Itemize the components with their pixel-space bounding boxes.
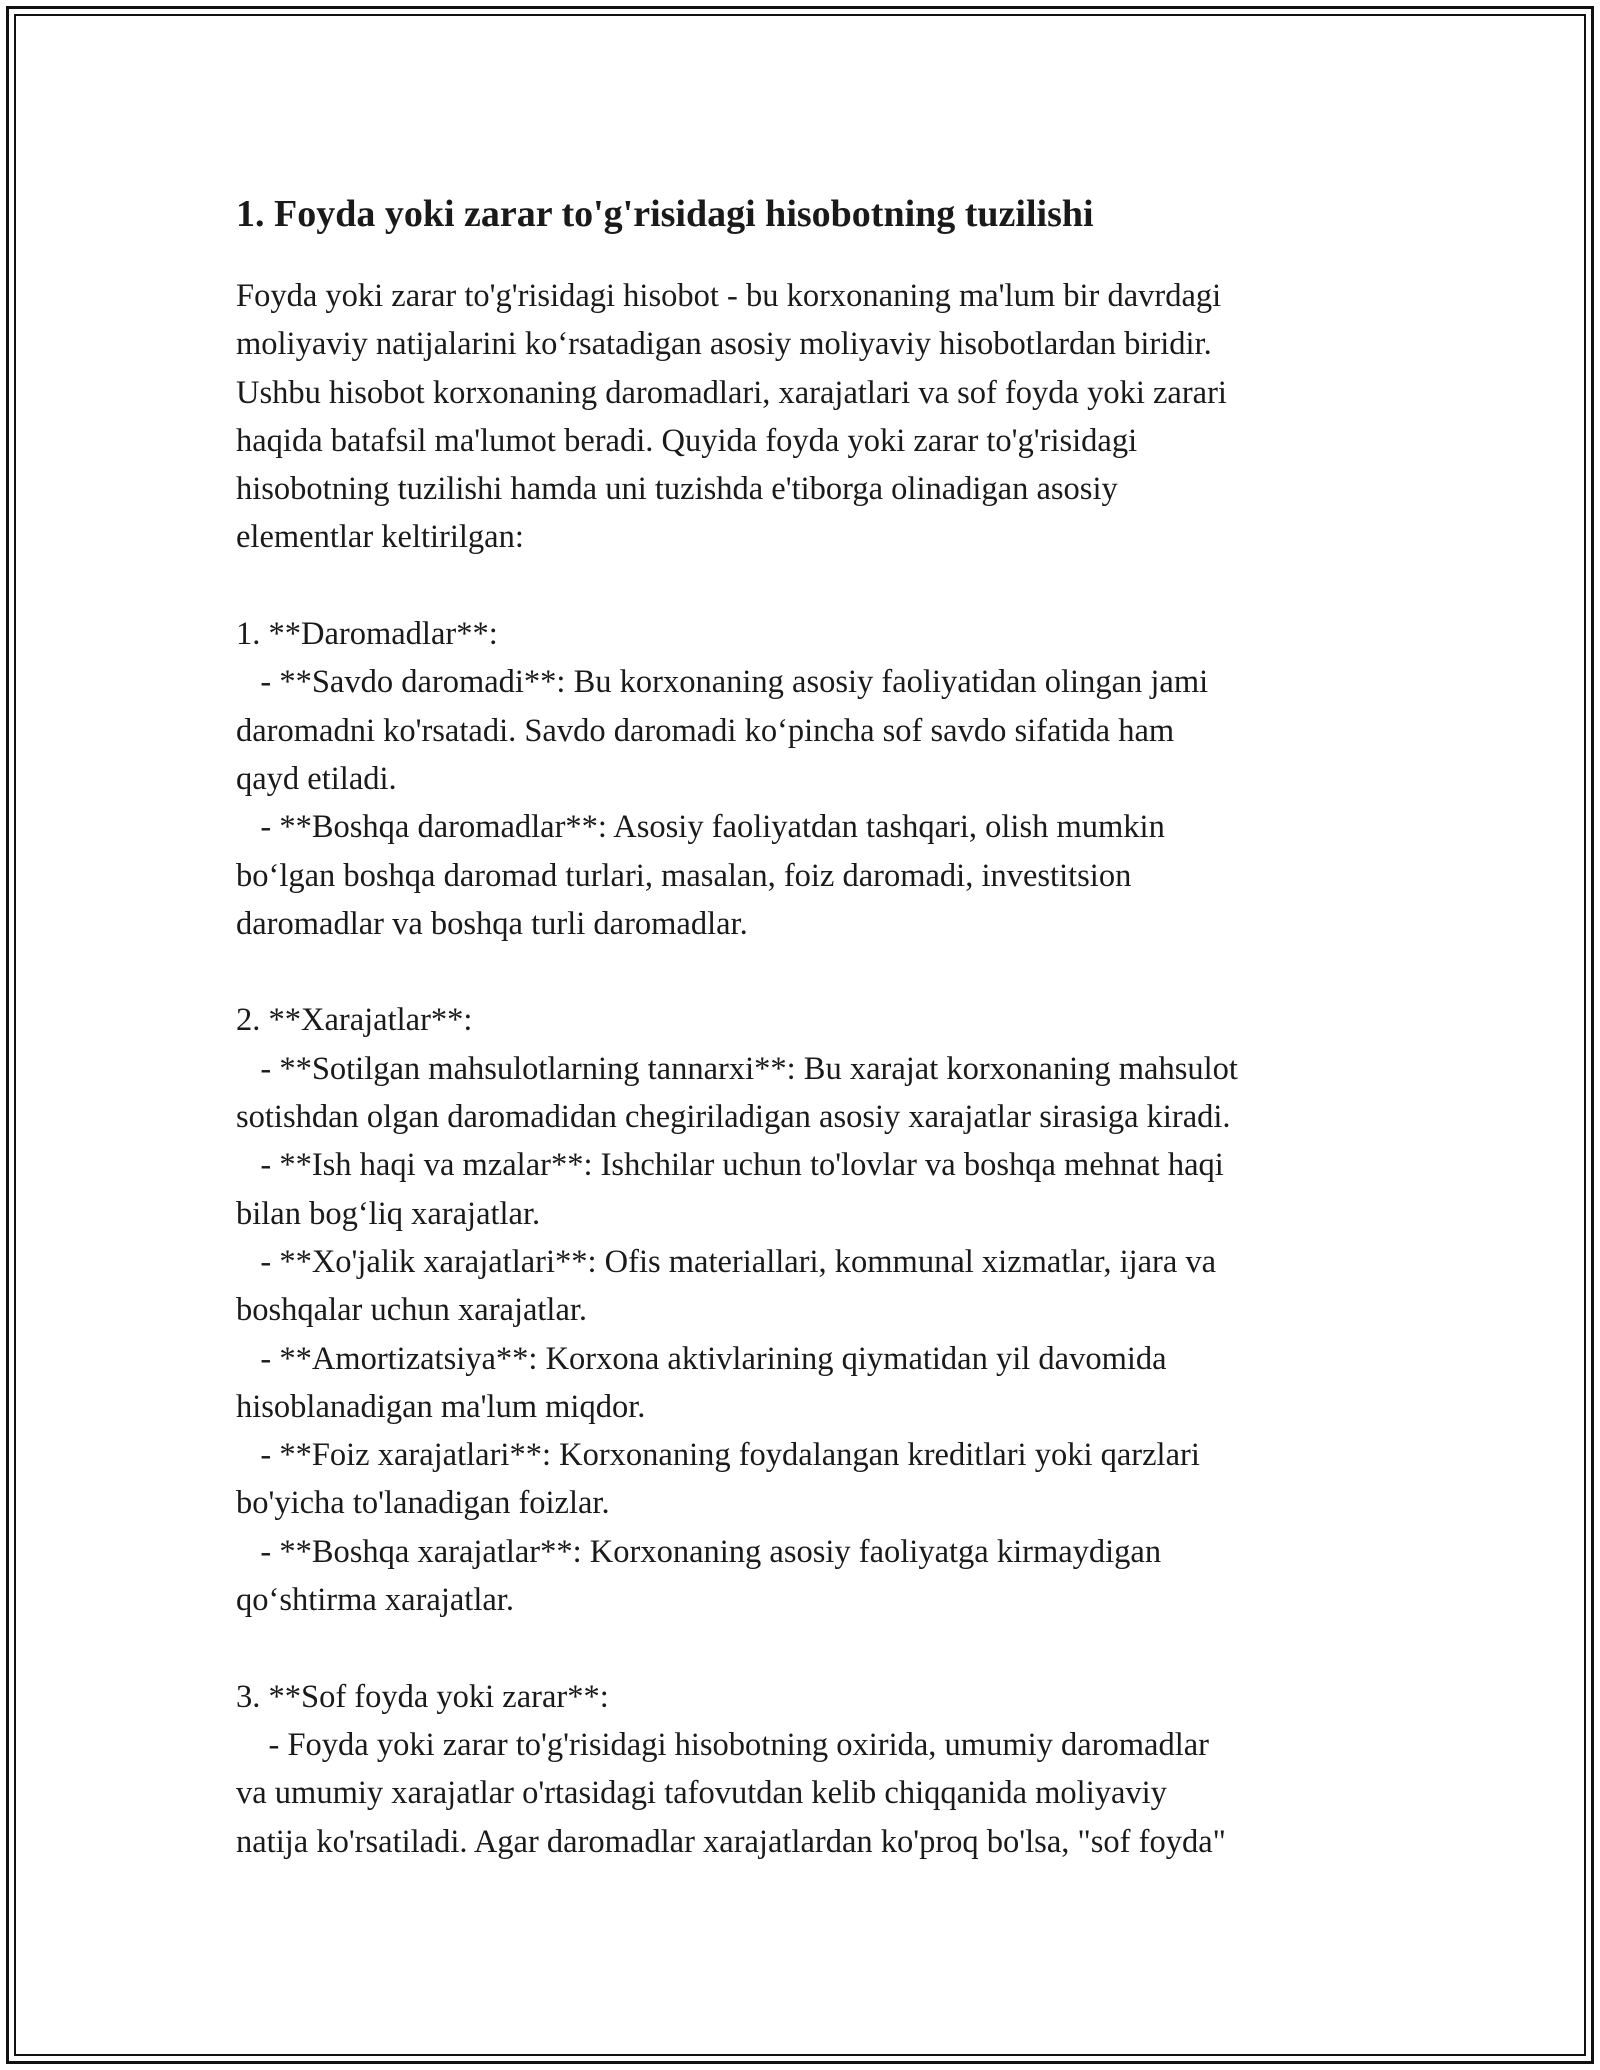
document-body: [236, 186, 1386, 1866]
list-item-line: - Foyda yoki zarar to'g'risidagi hisobotning oxirida, umumiy daromadlar: [236, 1726, 1209, 1763]
list-item-line: va umumiy xarajatlar o'rtasidagi tafovutdan kelib chiqqanida moliyaviy: [236, 1775, 1167, 1812]
list-item-line: daromadlar va boshqa turli daromadlar.: [236, 905, 748, 942]
list-item-line: boshqalar uchun xarajatlar.: [236, 1292, 588, 1329]
intro-paragraph: [236, 272, 1386, 562]
list-item-line: qayd etiladi.: [236, 760, 397, 797]
section-title: 2. **Xarajatlar**:: [236, 1002, 473, 1039]
blank-line: [236, 562, 1386, 610]
list-item-line: hisoblanadigan ma'lum miqdor.: [236, 1388, 646, 1425]
intro-line: Foyda yoki zarar to'g'risidagi hisobot - bu korxonaning ma'lum bir davrdagi: [236, 278, 1222, 314]
document-heading: 1. Foyda yoki zarar to'g'risidagi hisobotning tuzilishi: [236, 193, 1094, 235]
list-item-line: - **Savdo daromadi**: Bu korxonaning asosiy faoliyatidan olingan jami: [236, 664, 1209, 701]
intro-line: Ushbu hisobot korxonaning daromadlari, xarajatlari va sof foyda yoki zarari: [236, 374, 1227, 411]
list-item-line: - **Xo'jalik xarajatlari**: Ofis materiallari, kommunal xizmatlar, ijara va: [236, 1243, 1217, 1280]
intro-line: moliyaviy natijalarini ko‘rsatadigan asosiy moliyaviy hisobotlardan biridir.: [236, 326, 1212, 363]
list-item-line: sotishdan olgan daromadidan chegiriladigan asosiy xarajatlar sirasiga kiradi.: [236, 1099, 1231, 1136]
intro-line: haqida batafsil ma'lumot beradi. Quyida foyda yoki zarar to'g'risidagi: [236, 422, 1138, 459]
list-item-line: qo‘shtirma xarajatlar.: [236, 1582, 514, 1619]
list-item-line: - **Boshqa xarajatlar**: Korxonaning asosiy faoliyatga kirmaydigan: [236, 1533, 1162, 1570]
list-item-line: - **Amortizatsiya**: Korxona aktivlarining qiymatidan yil davomida: [236, 1340, 1167, 1377]
list-item-line: - **Ish haqi va mzalar**: Ishchilar uchun to'lovlar va boshqa mehnat haqi: [236, 1147, 1224, 1184]
section-xarajatlar: [236, 996, 1386, 1624]
list-item-line: bilan bog‘liq xarajatlar.: [236, 1195, 541, 1232]
intro-line: elementlar keltirilgan:: [236, 519, 524, 556]
blank-line: [236, 1624, 1386, 1672]
list-item-line: - **Foiz xarajatlari**: Korxonaning foydalangan kreditlari yoki qarzlari: [236, 1437, 1200, 1474]
list-item-line: natija ko'rsatiladi. Agar daromadlar xarajatlardan ko'proq bo'lsa, "sof foyda": [236, 1823, 1226, 1860]
list-item-line: - **Boshqa daromadlar**: Asosiy faoliyatdan tashqari, olish mumkin: [236, 809, 1165, 846]
intro-line: hisobotning tuzilishi hamda uni tuzishda e'tiborga olinadigan asosiy: [236, 471, 1118, 508]
section-sof-foyda: [236, 1673, 1386, 1866]
list-item-line: - **Sotilgan mahsulotlarning tannarxi**: Bu xarajat korxonaning mahsulot: [236, 1050, 1238, 1087]
list-item-line: bo'yicha to'lanadigan foizlar.: [236, 1485, 610, 1522]
list-item-line: bo‘lgan boshqa daromad turlari, masalan, foiz daromadi, investitsion: [236, 857, 1132, 894]
list-item-line: daromadni ko'rsatadi. Savdo daromadi ko‘pincha sof savdo sifatida ham: [236, 712, 1175, 749]
blank-line: [236, 948, 1386, 996]
section-title: 1. **Daromadlar**:: [236, 616, 498, 653]
section-title: 3. **Sof foyda yoki zarar**:: [236, 1678, 609, 1715]
section-daromadlar: [236, 610, 1386, 948]
